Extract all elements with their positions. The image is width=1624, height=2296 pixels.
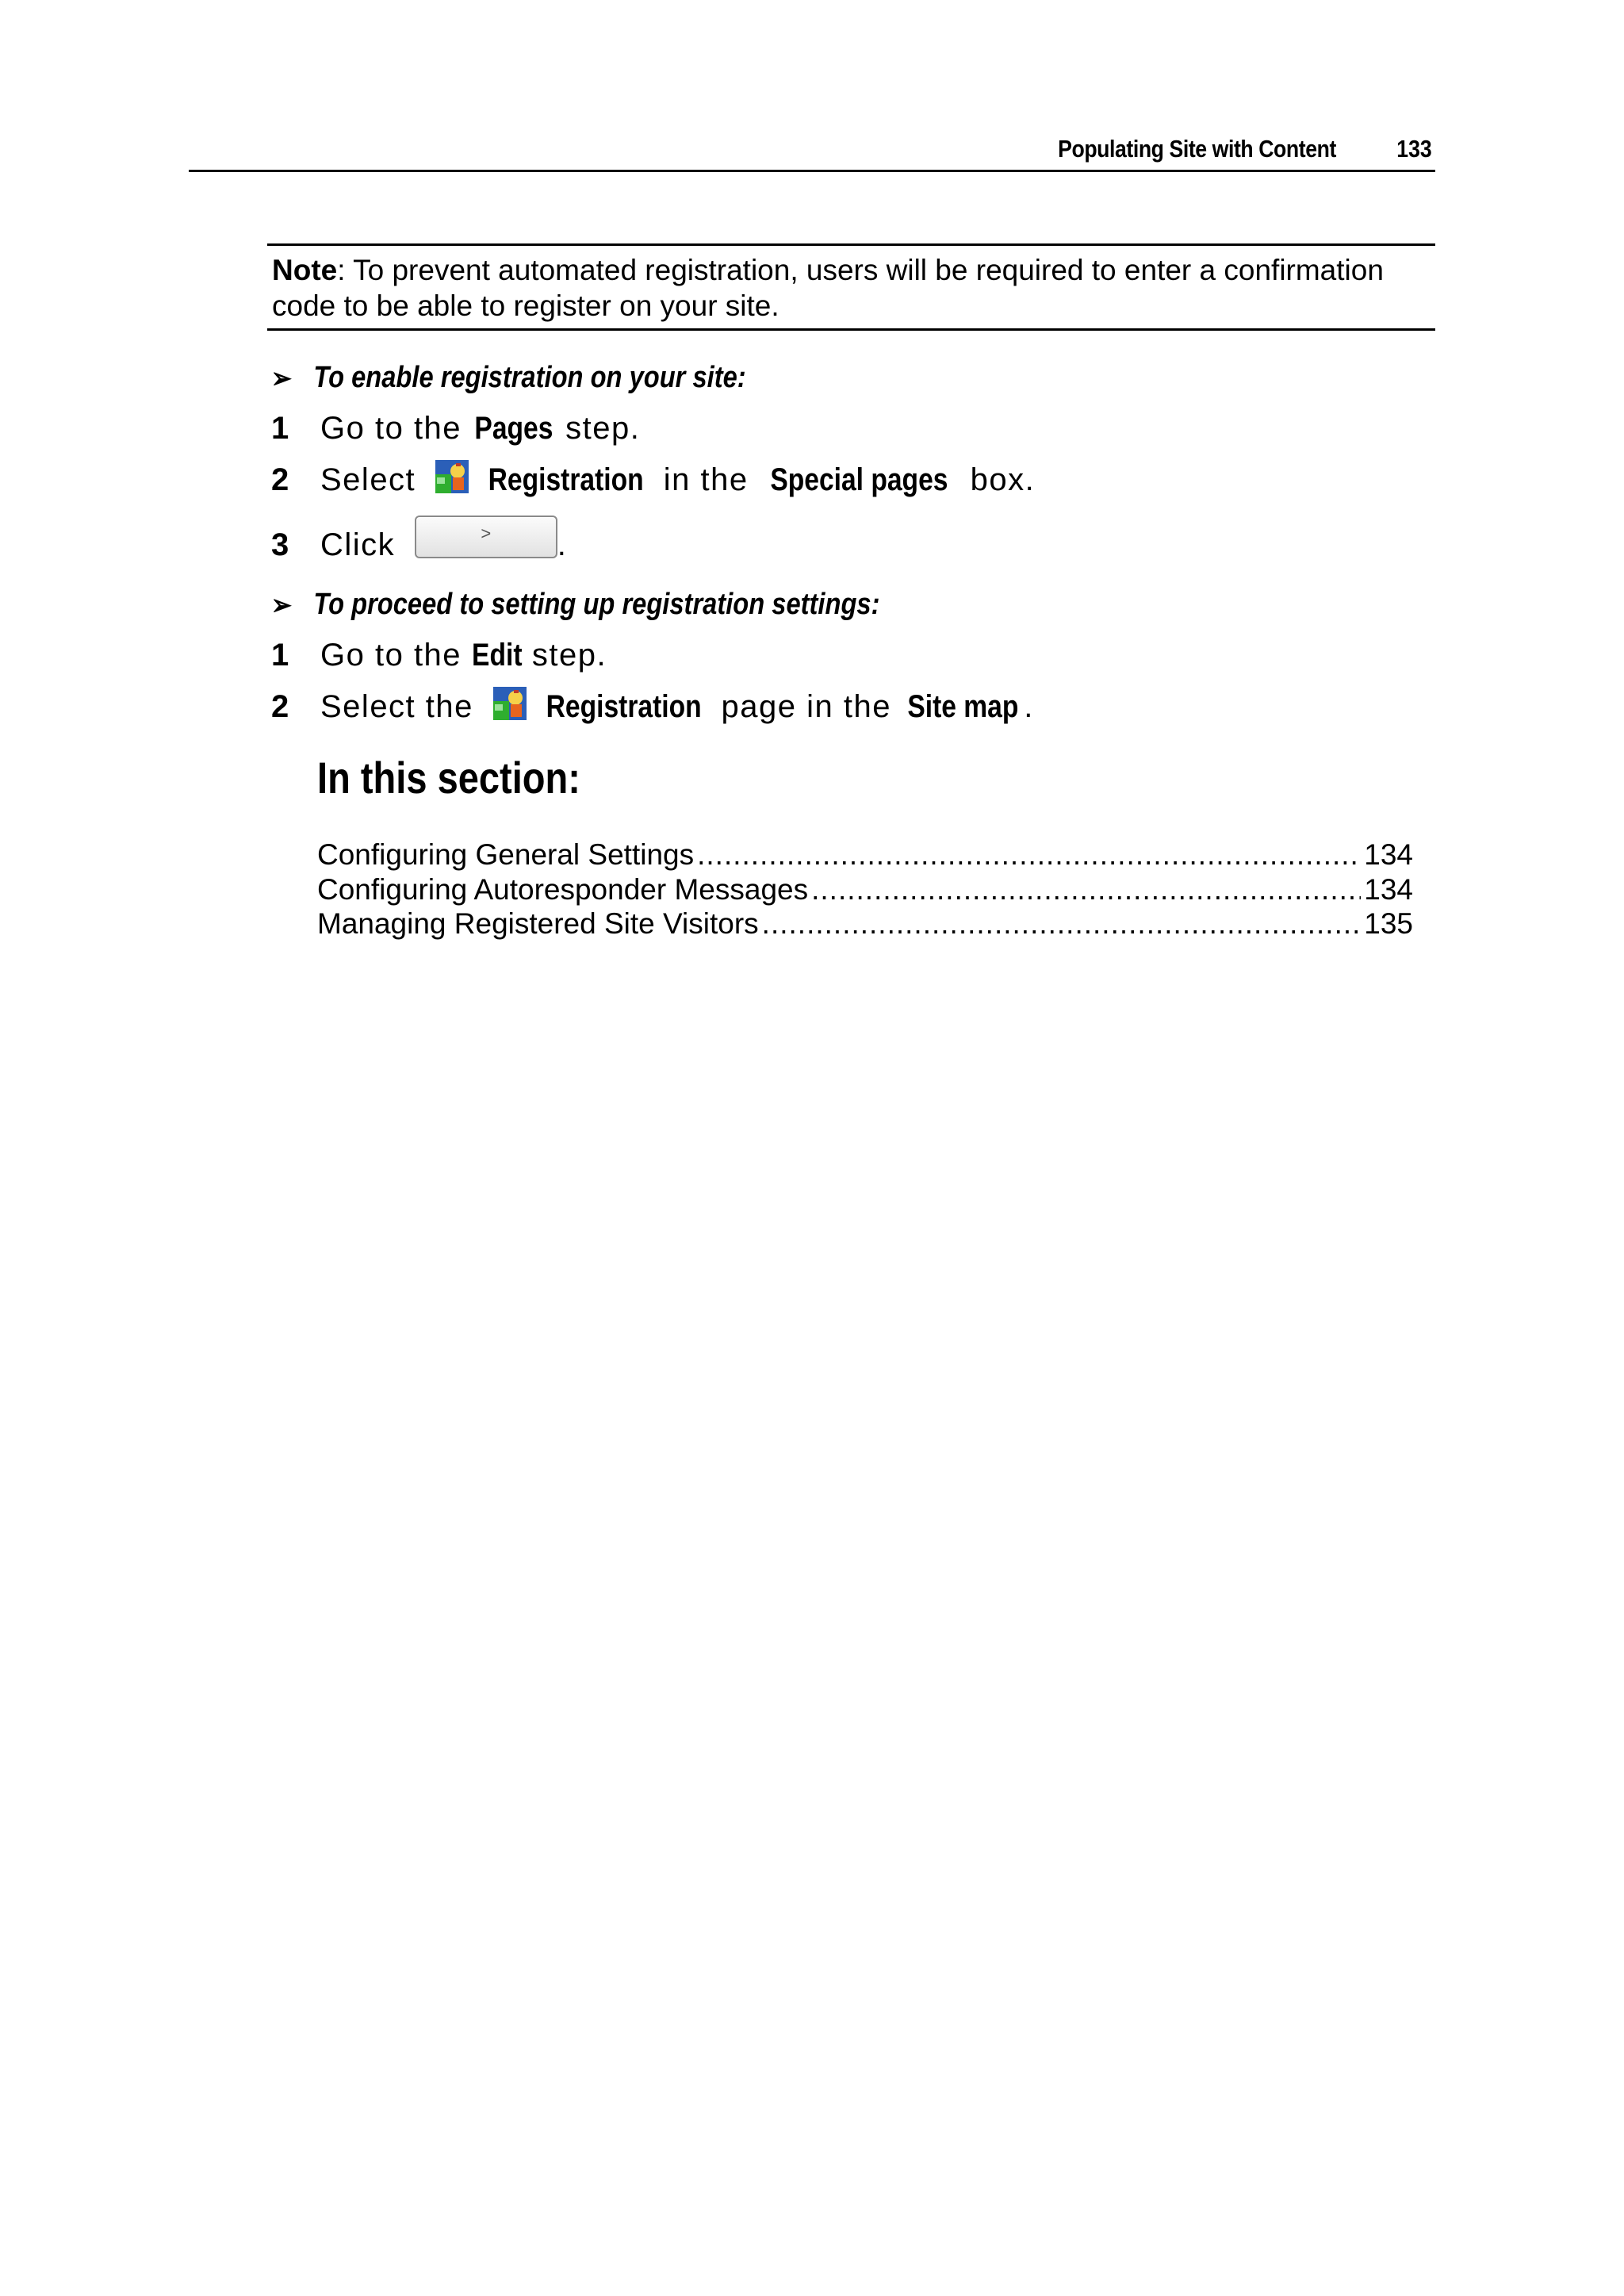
step-text: Select: [320, 462, 426, 497]
toc-dot-leader: [811, 872, 1361, 907]
step-text: step.: [522, 638, 607, 673]
step-keyword: Pages: [474, 411, 553, 446]
arrow-bullet-icon: ➢: [271, 361, 292, 394]
toc-entry-page[interactable]: 134: [1364, 872, 1413, 906]
procedure-heading-text: To enable registration on your site:: [313, 361, 746, 394]
procedure-step: [271, 460, 1035, 500]
registration-icon: [493, 687, 527, 720]
step-keyword: Registration: [488, 462, 644, 497]
toc-entry[interactable]: [317, 838, 1413, 872]
table-of-contents: [317, 838, 1413, 941]
procedure-step: [271, 523, 567, 566]
procedure-heading-text: To proceed to setting up registration settings:: [313, 588, 880, 621]
step-keyword: Edit: [471, 638, 523, 673]
toc-entry-page[interactable]: 135: [1364, 907, 1413, 940]
toc-entry[interactable]: [317, 872, 1413, 907]
toc-dot-leader: [762, 907, 1362, 941]
note-box: [267, 243, 1435, 331]
registration-icon: [435, 460, 469, 493]
toc-entry-title[interactable]: Configuring Autoresponder Messages: [317, 872, 809, 906]
step-number: 1: [271, 638, 289, 673]
running-header: [189, 133, 1435, 172]
step-text: .: [1024, 688, 1034, 724]
step-keyword: Site map: [906, 688, 1018, 724]
procedure-step: [271, 638, 607, 673]
procedure-heading: [271, 588, 879, 622]
step-text: Click: [320, 527, 405, 562]
in-this-section-heading: In this section:: [317, 753, 580, 803]
step-text: Go to the: [320, 638, 472, 673]
step-text: Go to the: [320, 411, 472, 446]
step-text: Select the: [320, 688, 484, 724]
step-number: 1: [271, 411, 289, 446]
step-text: in the: [653, 462, 759, 497]
header-section-title: Populating Site with Content: [1058, 135, 1336, 163]
toc-entry[interactable]: [317, 907, 1413, 941]
step-text: box.: [960, 462, 1036, 497]
toc-dot-leader: [697, 838, 1361, 872]
note-text: : To prevent automated registration, users will be required to enter a confirmation code to be able to register on your site.: [272, 254, 1384, 322]
step-keyword: Registration: [546, 688, 702, 724]
toc-entry-title[interactable]: Configuring General Settings: [317, 838, 695, 871]
procedure-step: [271, 411, 640, 447]
step-text: page in the: [710, 688, 902, 724]
toc-entry-page[interactable]: 134: [1364, 838, 1413, 871]
toc-entry-title[interactable]: Managing Registered Site Visitors: [317, 907, 759, 940]
step-text: step.: [555, 411, 641, 446]
step-text: .: [557, 527, 568, 562]
step-number: 2: [271, 462, 289, 497]
step-keyword: Special pages: [770, 462, 948, 497]
step-number: 2: [271, 688, 289, 724]
next-button[interactable]: >: [415, 516, 557, 558]
step-number: 3: [271, 527, 289, 562]
header-page-number: 133: [1396, 135, 1432, 163]
note-label: Note: [272, 254, 338, 286]
procedure-heading: [271, 361, 746, 395]
arrow-bullet-icon: ➢: [271, 588, 292, 621]
procedure-step: [271, 687, 1034, 726]
